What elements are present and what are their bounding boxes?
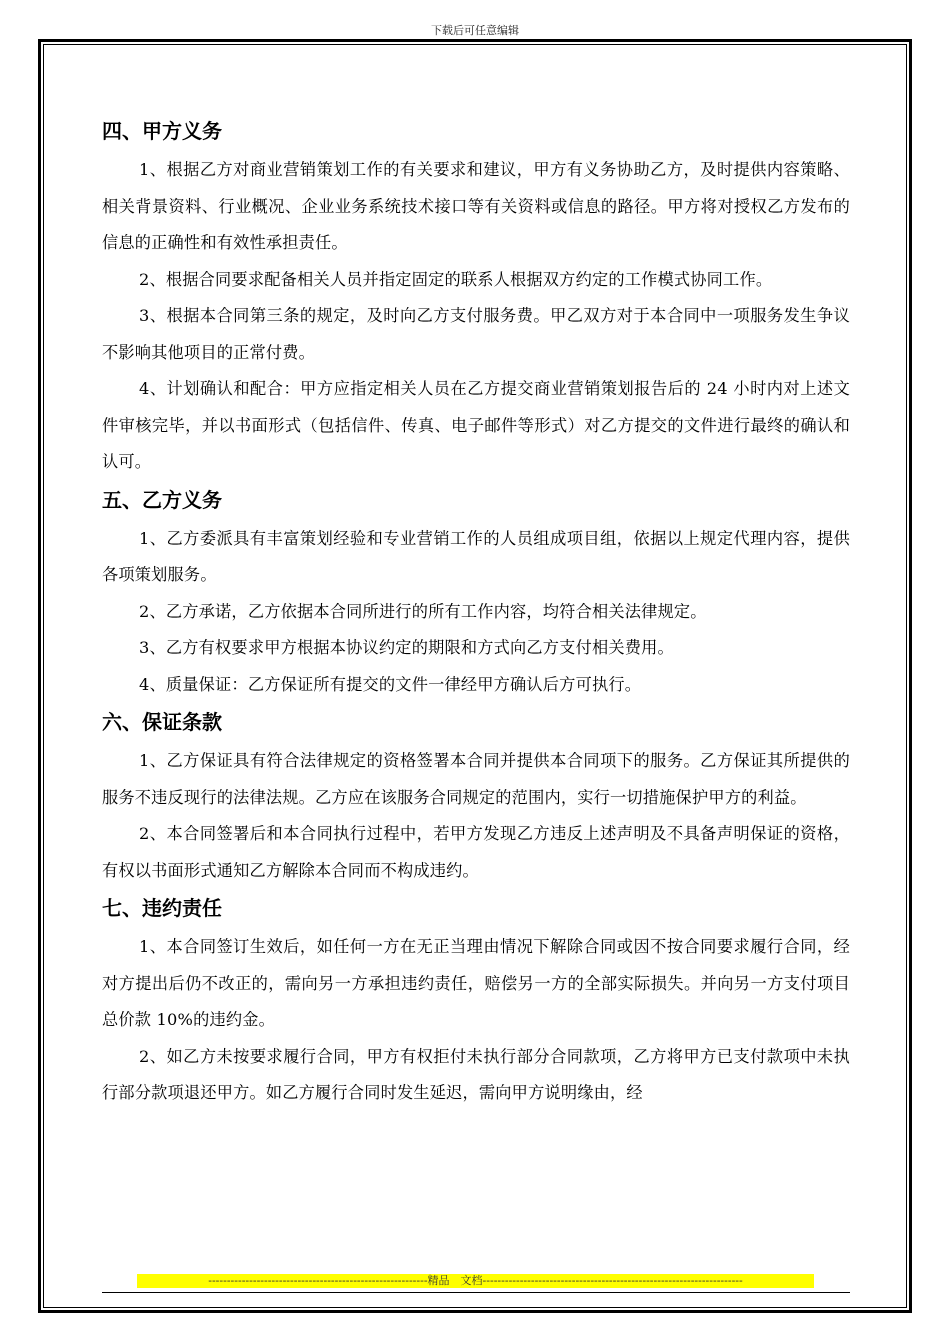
section-title: 四、甲方义务 (102, 119, 222, 143)
paragraph: 3、乙方有权要求甲方根据本协议约定的期限和方式向乙方支付相关费用。 (139, 638, 674, 657)
section-title: 五、乙方义务 (102, 487, 222, 512)
paragraph: 1、乙方保证具有符合法律规定的资格签署本合同并提供本合同项下的服务。乙方保证其所提供的服务不违反现行的法律法规。乙方应在该服务合同规定的范围内，实行一切措施保护甲方的利益。 (102, 751, 850, 807)
paragraph: 2、乙方承诺，乙方依据本合同所进行的所有工作内容，均符合相关法律规定。 (139, 601, 707, 621)
paragraph: 4、计划确认和配合：甲方应指定相关人员在乙方提交商业营销策划报告后的 24 小时内对上述文件审核完毕，并以书面形式（包括信件、传真、电子邮件等形式）对乙方提交的文件进行最终的确认和认可。 (102, 379, 850, 471)
paragraph: 1、乙方委派具有丰富策划经验和专业营销工作的人员组成项目组，依据以上规定代理内容，提供各项策划服务。 (102, 528, 850, 584)
footer-band (137, 1274, 814, 1288)
section-party-a-obligations (102, 116, 850, 481)
document-body (102, 116, 850, 1116)
paragraph: 2、本合同签署后和本合同执行过程中，若甲方发现乙方违反上述声明及不具备声明保证的资格，有权以书面形式通知乙方解除本合同而不构成违约。 (102, 824, 850, 880)
section-title: 七、违约责任 (102, 896, 222, 920)
footer-rule (102, 1292, 850, 1293)
paragraph: 4、质量保证：乙方保证所有提交的文件一律经甲方确认后方可执行。 (139, 674, 642, 694)
paragraph: 3、根据本合同第三条的规定，及时向乙方支付服务费。甲乙双方对于本合同中一项服务发生争议不影响其他项目的正常付费。 (102, 306, 850, 362)
footer-left-dashes: ----------------------------------------------------------- (208, 1274, 428, 1287)
paragraph: 1、本合同签订生效后，如任何一方在无正当理由情况下解除合同或因不按合同要求履行合同，经对方提出后仍不改正的，需向另一方承担违约责任，赔偿另一方的全部实际损失。并向另一方支付项目总价款 10%的违约金。 (102, 937, 850, 1029)
section-guarantee-terms (102, 707, 850, 889)
paragraph: 2、如乙方未按要求履行合同，甲方有权拒付未执行部分合同款项，乙方将甲方已支付款项中未执行部分款项退还甲方。如乙方履行合同时发生延迟，需向甲方说明缘由，经 (102, 1046, 850, 1102)
paragraph: 2、根据合同要求配备相关人员并指定固定的联系人根据双方约定的工作模式协同工作。 (139, 269, 773, 289)
section-title: 六、保证条款 (102, 710, 222, 734)
footer-label: 精品 文档 (427, 1274, 483, 1287)
paragraph: 1、根据乙方对商业营销策划工作的有关要求和建议，甲方有义务协助乙方，及时提供内容策略、相关背景资料、行业概况、企业业务系统技术接口等有关资料或信息的路径。甲方将对授权乙方发布的信息的正确性和有效性承担责任。 (102, 160, 850, 252)
section-party-b-obligations (102, 485, 850, 704)
footer-right-dashes: ---------------------------------------------------------------------- (482, 1274, 743, 1287)
header-note: 下载后可任意编辑 (431, 24, 519, 37)
section-breach-liability (102, 893, 850, 1112)
